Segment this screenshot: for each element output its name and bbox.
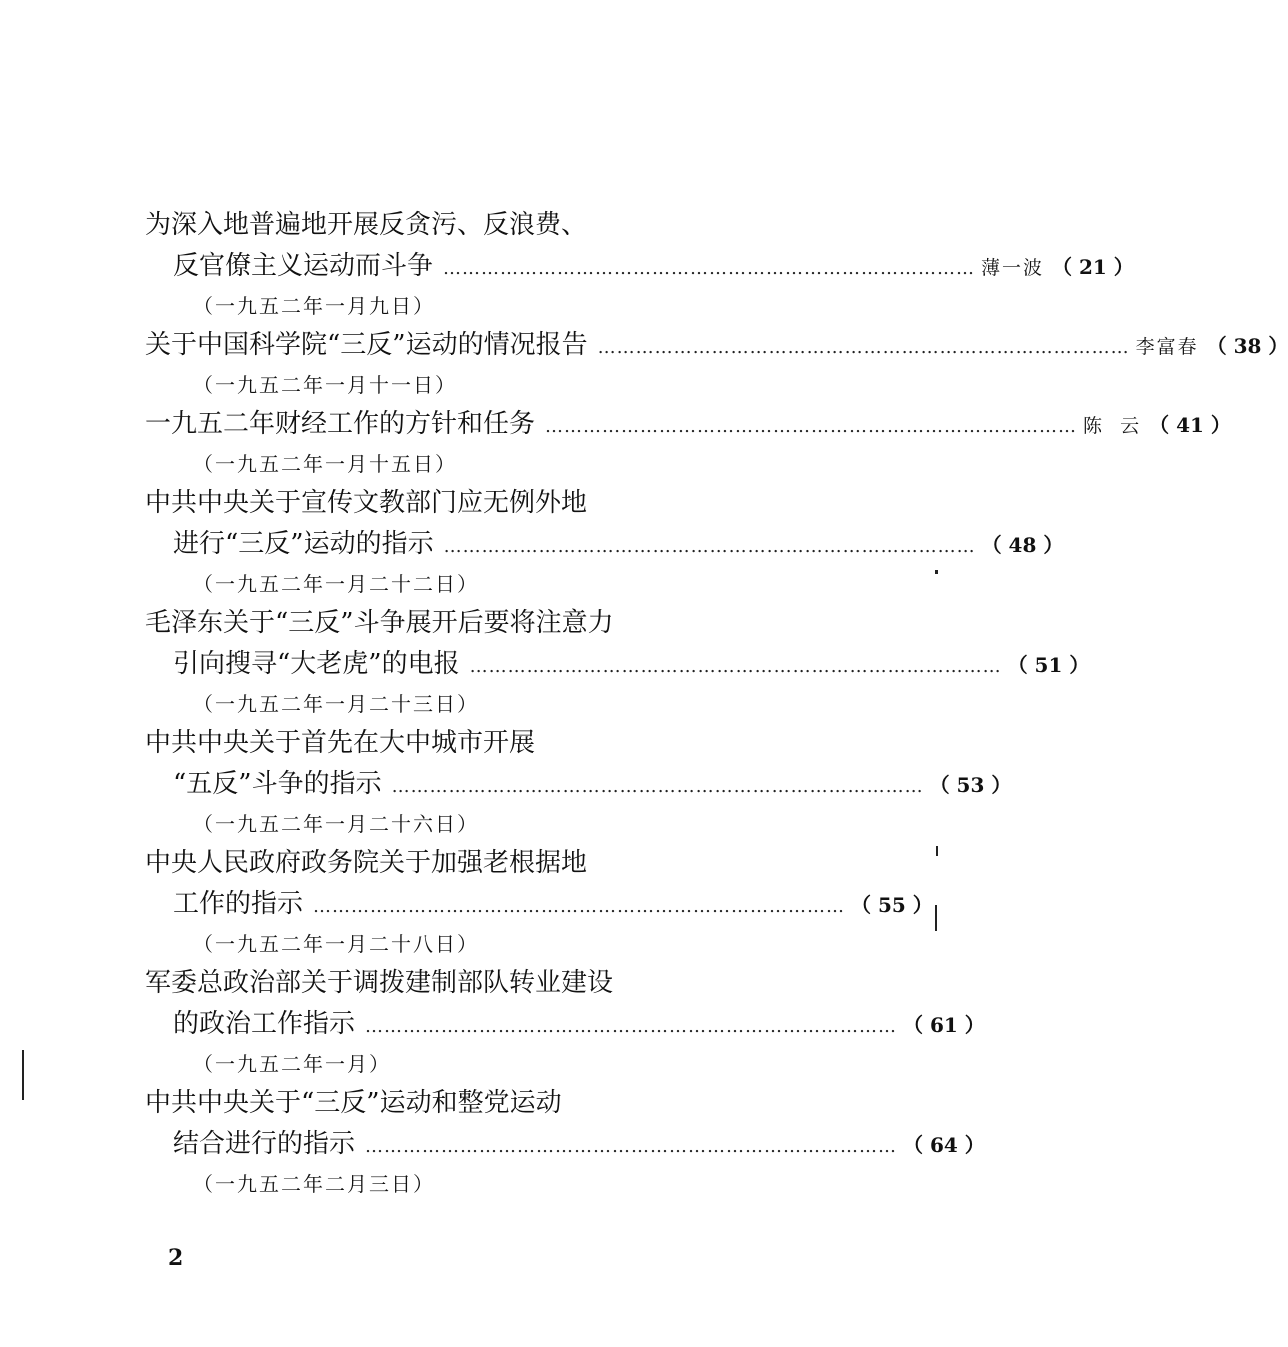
entry-title-line: 关于中国科学院“三反”运动的情况报告	[145, 330, 588, 360]
entry-date: （一九五二年一月二十二日）	[193, 572, 479, 596]
dot-leader: …………………………………………………………………………	[365, 1016, 898, 1037]
entry-title-row	[145, 1004, 985, 1045]
entry-page: （ 41 ）	[1149, 413, 1231, 437]
entry-page: （ 51 ）	[1007, 653, 1090, 677]
entry-date: （一九五二年一月十一日）	[193, 373, 457, 397]
entry-title-row	[145, 764, 1012, 805]
entry-title-line: 军委总政治部关于调拨建制部队转业建设	[145, 968, 614, 998]
entry-page: （ 38 ）	[1206, 334, 1288, 358]
dot-leader: …………………………………………………………………………	[443, 536, 976, 557]
entry-title-line: 毛泽东关于“三反”斗争展开后要将注意力	[145, 608, 614, 638]
entry-title-line: 为深入地普遍地开展反贪污、反浪费、	[145, 210, 588, 240]
entry-page: （ 55 ）	[851, 893, 933, 917]
entry-page: （ 21 ）	[1052, 255, 1134, 279]
entry-page: （ 53 ）	[929, 773, 1012, 797]
entry-author: 陈 云	[1083, 415, 1142, 437]
toc-entry	[145, 483, 1064, 603]
dot-leader: …………………………………………………………………………	[391, 776, 924, 797]
dot-leader: …………………………………………………………………………	[365, 1136, 898, 1157]
entry-page: （ 64 ）	[903, 1133, 985, 1157]
entry-date: （一九五二年二月三日）	[193, 1172, 435, 1196]
entry-title-line: 中共中央关于“三反”运动和整党运动	[145, 1088, 562, 1118]
entry-author: 李富春	[1135, 336, 1199, 358]
entry-title-line: 进行“三反”运动的指示	[173, 529, 434, 559]
entry-title-line: 反官僚主义运动而斗争	[173, 251, 434, 281]
entry-date: （一九五二年一月九日）	[193, 294, 435, 318]
toc-entry	[145, 325, 1288, 404]
dot-leader: …………………………………………………………………………	[597, 337, 1130, 358]
entry-date: （一九五二年一月十五日）	[193, 452, 457, 476]
entry-date: （一九五二年一月二十三日）	[193, 692, 479, 716]
entry-title-line: 中共中央关于宣传文教部门应无例外地	[145, 488, 588, 518]
entry-title-row	[145, 884, 933, 925]
dot-leader: …………………………………………………………………………	[313, 896, 846, 917]
toc-entry	[145, 723, 1012, 843]
toc-entry	[145, 205, 1134, 325]
scan-speck	[935, 905, 937, 931]
table-of-contents	[145, 205, 1288, 1203]
page-number: 2	[168, 1245, 184, 1271]
entry-title-line: 结合进行的指示	[173, 1129, 356, 1159]
toc-entry	[145, 603, 1090, 723]
entry-author: 薄一波	[981, 257, 1045, 279]
entry-date: （一九五二年一月二十六日）	[193, 812, 479, 836]
entry-title-line: 引向搜寻“大老虎”的电报	[173, 649, 460, 679]
scan-speck	[22, 1050, 24, 1100]
dot-leader: …………………………………………………………………………	[443, 258, 976, 279]
entry-title-row	[145, 524, 1064, 565]
entry-title-row	[145, 1124, 985, 1165]
entry-title-row	[145, 644, 1090, 685]
dot-leader: …………………………………………………………………………	[545, 416, 1078, 437]
toc-entry	[145, 404, 1231, 483]
entry-title-line: 中央人民政府政务院关于加强老根据地	[145, 848, 588, 878]
entry-title-row	[145, 325, 1288, 366]
entry-date: （一九五二年一月）	[193, 1052, 391, 1076]
toc-entry	[145, 1083, 985, 1203]
toc-entry	[145, 963, 985, 1083]
entry-title-line: 中共中央关于首先在大中城市开展	[145, 728, 536, 758]
entry-title-line: 的政治工作指示	[173, 1009, 356, 1039]
toc-entry	[145, 843, 933, 963]
entry-page: （ 61 ）	[903, 1013, 985, 1037]
entry-page: （ 48 ）	[981, 533, 1064, 557]
scan-speck	[936, 846, 938, 856]
entry-title-line: 工作的指示	[173, 889, 304, 919]
dot-leader: …………………………………………………………………………	[469, 656, 1002, 677]
entry-title-line: 一九五二年财经工作的方针和任务	[145, 409, 536, 439]
entry-date: （一九五二年一月二十八日）	[193, 932, 479, 956]
entry-title-row	[145, 404, 1231, 445]
scan-speck	[935, 570, 938, 574]
entry-title-row	[145, 246, 1134, 287]
entry-title-line: “五反”斗争的指示	[173, 769, 382, 799]
